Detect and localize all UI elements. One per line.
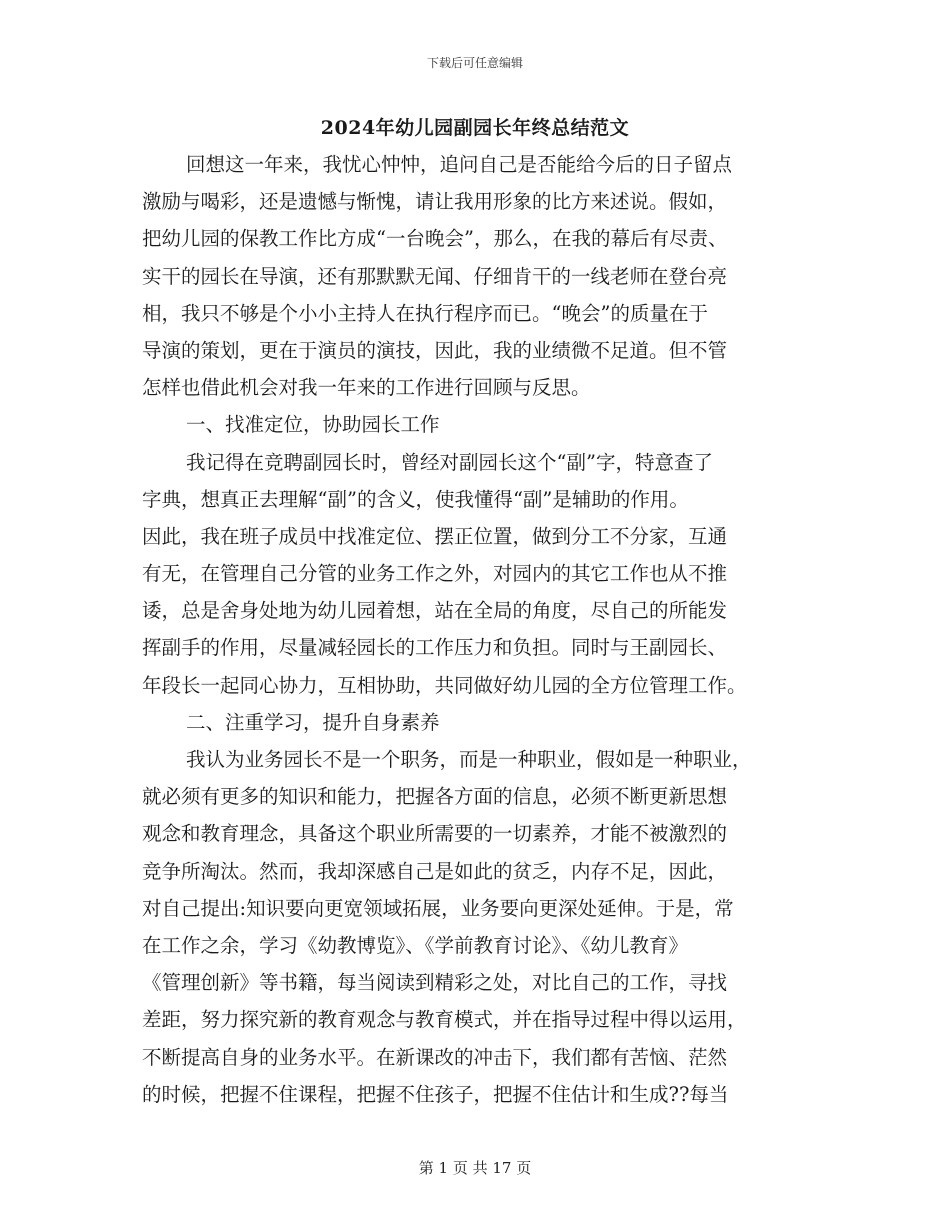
text-line: 导演的策划，更在于演员的演技，因此，我的业绩微不足道。但不管 [142, 338, 728, 362]
page-header: 下载后可任意编辑 [426, 56, 523, 70]
text-line: 年段长一起同心协力，互相协助，共同做好幼儿园的全方位管理工作。 [142, 673, 747, 697]
text-line: 回想这一年来，我忧心忡忡，追问自己是否能给今后的日子留点 [186, 153, 733, 176]
text-line: 不断提高自身的业务水平。在新课改的冲击下，我们都有苦恼、茫然 [142, 1045, 728, 1069]
text-line: 挥副手的作用，尽量减轻园长的工作压力和负担。同时与王副园长、 [142, 636, 728, 660]
text-line: 对自己提出:知识要向更宽领域拓展，业务要向更深处延伸。于是，常 [142, 896, 734, 920]
text-line: 一、找准定位，协助园长工作 [186, 413, 440, 437]
text-line: 的时候，把握不住课程，把握不住孩子，把握不住估计和生成??每当 [142, 1082, 729, 1106]
text-line: 诿，总是舍身处地为幼儿园着想，站在全局的角度，尽自己的所能发 [142, 599, 728, 623]
text-line: 差距，努力探究新的教育观念与教育模式，并在指导过程中得以运用， [142, 1008, 747, 1032]
text-line: 激励与喝彩，还是遗憾与惭愧，请让我用形象的比方来述说。假如， [142, 190, 728, 214]
text-line: 相，我只不够是个小小主持人在执行程序而已。“晚会”的质量在于 [142, 301, 708, 325]
document-body [142, 146, 810, 1113]
text-line: 竞争所淘汰。然而，我却深感自己是如此的贫乏，内存不足，因此， [142, 859, 728, 883]
text-line: 实干的园长在导演，还有那默默无闻、仔细肯干的一线老师在登台亮 [142, 264, 728, 288]
text-line: 因此，我在班子成员中找准定位、摆正位置，做到分工不分家，互通 [142, 524, 728, 548]
text-line: 二、注重学习，提升自身素养 [186, 710, 440, 734]
document-title: 2024年幼儿园副园长年终总结范文 [320, 117, 630, 139]
text-line: 就必须有更多的知识和能力，把握各方面的信息，必须不断更新思想 [142, 785, 728, 809]
text-line: 《管理创新》等书籍，每当阅读到精彩之处，对比自己的工作，寻找 [142, 971, 728, 995]
page-number-footer: 第 1 页 共 17 页 [418, 1159, 532, 1177]
text-line: 在工作之余，学习《幼教博览》、《学前教育讨论》、《幼儿教育》 [142, 933, 689, 957]
text-line: 怎样也借此机会对我一年来的工作进行回顾与反思。 [142, 376, 591, 400]
text-line: 观念和教育理念，具备这个职业所需要的一切素养，才能不被激烈的 [142, 822, 728, 846]
text-line: 字典，想真正去理解“副”的含义，使我懂得“副”是辅助的作用。 [142, 487, 689, 511]
text-line: 我认为业务园长不是一个职务，而是一种职业，假如是一种职业， [186, 748, 752, 771]
text-line: 把幼儿园的保教工作比方成“一台晚会”，那么，在我的幕后有尽责、 [142, 227, 728, 251]
text-line: 有无，在管理自己分管的业务工作之外，对园内的其它工作也从不推 [142, 562, 728, 586]
text-line: 我记得在竞聘副园长时，曾经对副园长这个“副”字，特意查了 [186, 450, 713, 474]
